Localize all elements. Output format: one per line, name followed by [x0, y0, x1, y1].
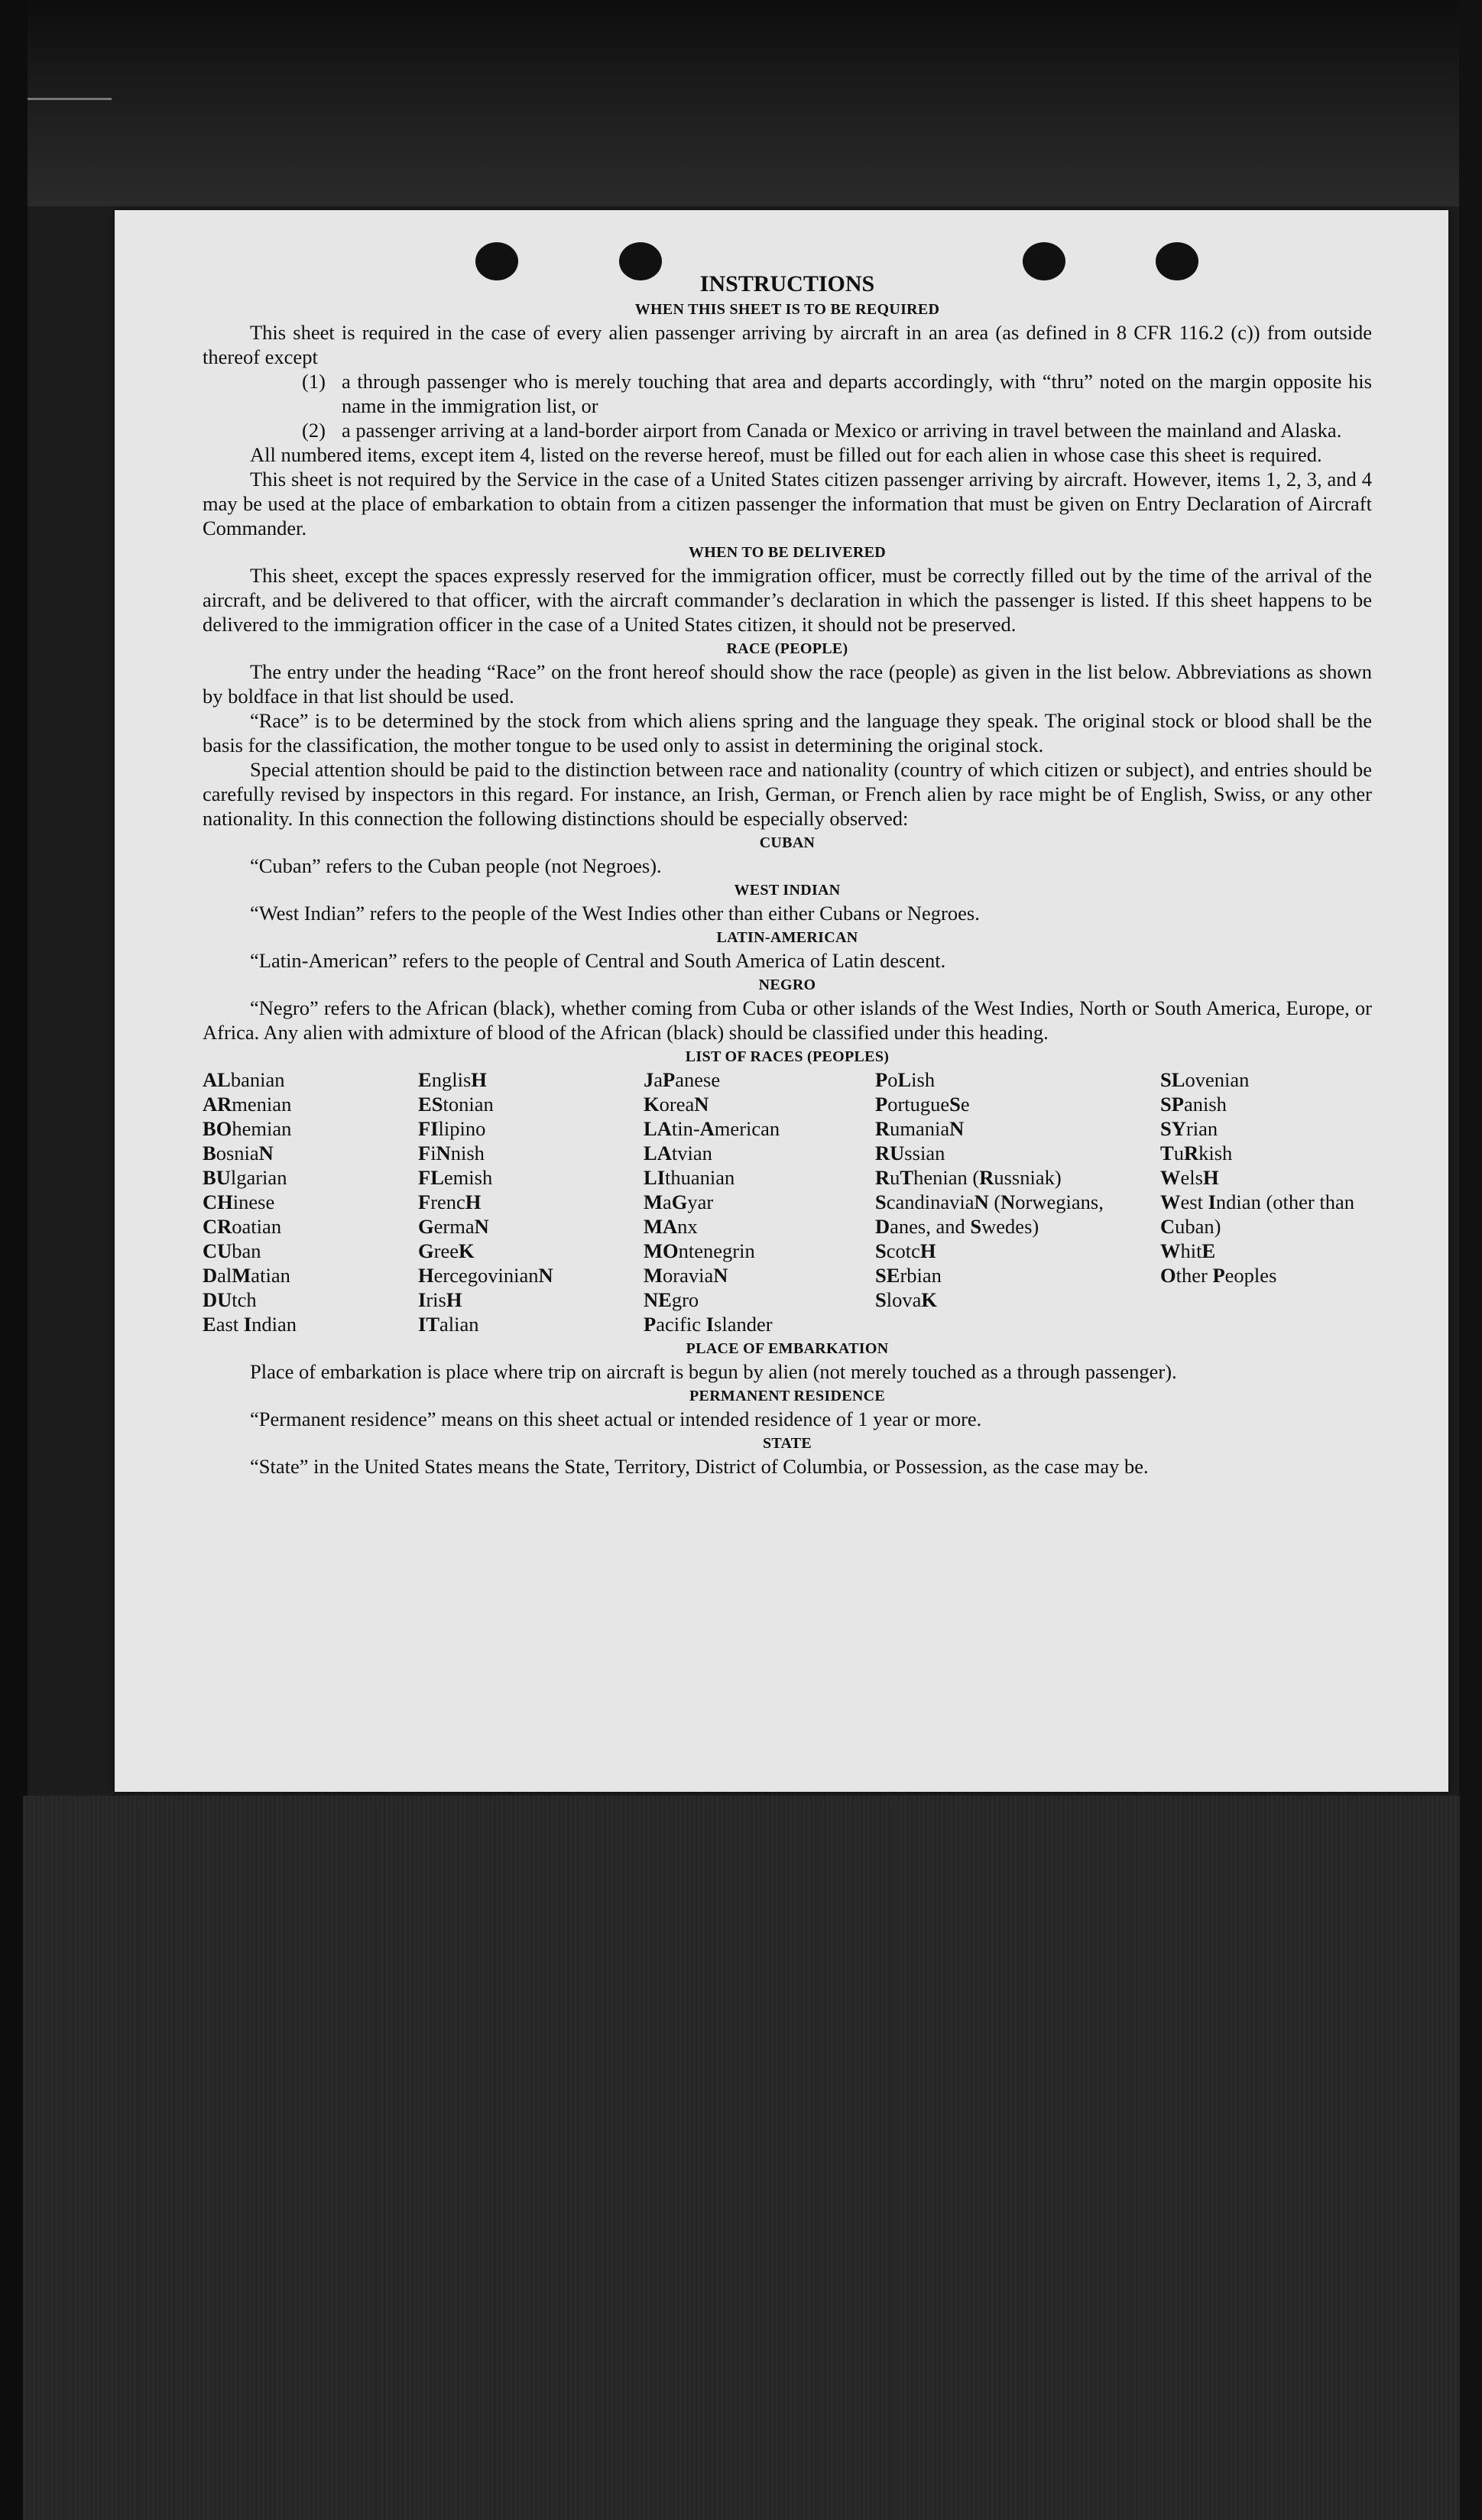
race-entry: RUssian — [875, 1142, 945, 1164]
race-entry: SPanish — [1160, 1093, 1227, 1116]
race-entry: EStonian — [418, 1093, 494, 1116]
race-entry: ScotcH — [875, 1239, 936, 1262]
race-entry: IrisH — [418, 1288, 462, 1311]
race-entry: SErbian — [875, 1264, 942, 1287]
races-column — [1160, 1067, 1372, 1336]
when-required-intro: This sheet is required in the case of every alien passenger arriving by aircraft in an area (as defined in 8 CFR 116.2 (c)) from outside thereof except — [203, 321, 1372, 368]
race-entry: FiNnish — [418, 1142, 485, 1164]
race-entry: JaPanese — [644, 1068, 721, 1091]
race-entry: PoLish — [875, 1068, 936, 1091]
race-entry: HercegovinianN — [418, 1264, 553, 1287]
embarkation-text: Place of embarkation is place where trip on aircraft is begun by alien (not merely touched as a through passenger). — [250, 1360, 1177, 1383]
race-entry: West Indian (other than Cuban) — [1160, 1190, 1354, 1238]
race-entry: NEgro — [644, 1288, 699, 1311]
race-entry: Pacific Islander — [644, 1313, 773, 1336]
definition-text: “Negro” refers to the African (black), whether coming from Cuba or other islands of the West Indies, North or South America, Europe, or Africa. Any alien with admixture of blood of the African (black) should be classified under this heading. — [203, 996, 1372, 1044]
race-entry: TuRkish — [1160, 1142, 1233, 1164]
races-list — [203, 1067, 1372, 1336]
race-entry: LAtin-American — [644, 1117, 780, 1140]
race-entry: GermaN — [418, 1215, 489, 1238]
race-entry: ARmenian — [203, 1093, 292, 1116]
exception-number: (2) — [302, 419, 326, 442]
film-border-right — [1459, 0, 1482, 2520]
race-entry: MOntenegrin — [644, 1239, 755, 1262]
document-sheet — [115, 210, 1448, 1792]
race-entry: DalMatian — [203, 1264, 290, 1287]
race-entry: Other Peoples — [1160, 1264, 1277, 1287]
races-column — [203, 1067, 418, 1336]
race-entry: MaGyar — [644, 1190, 714, 1213]
race-entry: BOhemian — [203, 1117, 292, 1140]
races-column — [418, 1067, 644, 1336]
exception-item — [302, 369, 1372, 418]
race-entry: GreeK — [418, 1239, 475, 1262]
citizen-note: This sheet is not required by the Service in the case of a United States citizen passenger arriving by aircraft. However, items 1, 2, 3, and 4 may be used at the place of embarkation to obtain from a citizen passenger the information that must be given on Entry Declaration of Aircraft Commander. — [203, 468, 1372, 539]
race-paragraph: Special attention should be paid to the distinction between race and nationality (country of which citizen or subject), and entries should be carefully revised by inspectors in this regard. For instance, an Irish, German, or French alien by race might be of English, Swiss, or any other nationality. In this connection the following distinctions should be especially observed: — [203, 758, 1372, 830]
race-entry: ITalian — [418, 1313, 479, 1336]
exception-item — [302, 418, 1372, 442]
section-heading-when-delivered: WHEN TO BE DELIVERED — [688, 544, 887, 561]
definition-heading: NEGRO — [758, 977, 816, 993]
race-entry: SlovaK — [875, 1288, 938, 1311]
race-entry: SYrian — [1160, 1117, 1218, 1140]
race-entry: EnglisH — [418, 1068, 487, 1091]
definition-heading: CUBAN — [759, 834, 816, 851]
race-entry: MoraviaN — [644, 1264, 728, 1287]
race-entry: PortugueSe — [875, 1093, 970, 1116]
race-entry: FIlipino — [418, 1117, 486, 1140]
race-entry: ALbanian — [203, 1068, 285, 1091]
page-title: INSTRUCTIONS — [699, 271, 875, 296]
section-heading-race: RACE (PEOPLE) — [726, 640, 848, 657]
race-entry: DUtch — [203, 1288, 257, 1311]
film-border-top — [0, 0, 1482, 206]
race-entry: LIthuanian — [644, 1166, 735, 1189]
film-border-bottom — [23, 1796, 1460, 2520]
film-mark — [28, 98, 112, 100]
race-entry: BUlgarian — [203, 1166, 287, 1189]
definition-text: “Cuban” refers to the Cuban people (not Negroes). — [250, 854, 662, 877]
race-entry: LAtvian — [644, 1142, 712, 1164]
race-entry: RumaniaN — [875, 1117, 965, 1140]
race-entry: RuThenian (Russniak) — [875, 1166, 1062, 1189]
when-delivered-text: This sheet, except the spaces expressly reserved for the immigration officer, must be correctly filled out by the time of the arrival of the aircraft, and be delivered to that officer, with the aircraft commander’s declaration in which the passenger is listed. If this sheet happens to be delivered to the immigration officer in the case of a United States citizen, it should not be preserved. — [203, 564, 1372, 636]
race-entry: FrencH — [418, 1190, 482, 1213]
race-entry: CUban — [203, 1239, 261, 1262]
definition-text: “Latin-American” refers to the people of Central and South America of Latin descent. — [250, 949, 946, 972]
race-entry: East Indian — [203, 1313, 297, 1336]
exception-number: (1) — [302, 370, 326, 393]
exception-text: a passenger arriving at a land-border airport from Canada or Mexico or arriving in travel between the mainland and Alaska. — [342, 419, 1342, 442]
permanent-residence-text: “Permanent residence” means on this sheet actual or intended residence of 1 year or more. — [250, 1407, 982, 1430]
numbered-items-note: All numbered items, except item 4, listed on the reverse hereof, must be filled out for each alien in whose case this sheet is required. — [250, 443, 1322, 466]
exception-text: a through passenger who is merely touching that area and departs accordingly, with “thru” noted on the margin opposite his name in the immigration list, or — [342, 370, 1372, 417]
race-entry: CRoatian — [203, 1215, 282, 1238]
race-entry: WelsH — [1160, 1166, 1219, 1189]
section-heading-state: STATE — [762, 1435, 812, 1452]
section-heading-when-required: WHEN THIS SHEET IS TO BE REQUIRED — [634, 301, 940, 318]
race-entry: CHinese — [203, 1190, 275, 1213]
race-entry: WhitE — [1160, 1239, 1216, 1262]
section-heading-races-list: LIST OF RACES (PEOPLES) — [685, 1048, 890, 1065]
definition-text: “West Indian” refers to the people of the West Indies other than either Cubans or Negroes. — [250, 902, 980, 925]
race-entry: MAnx — [644, 1215, 698, 1238]
races-column — [875, 1067, 1160, 1336]
race-entry: KoreaN — [644, 1093, 709, 1116]
race-entry: FLemish — [418, 1166, 493, 1189]
state-text: “State” in the United States means the State, Territory, District of Columbia, or Possession, as the case may be. — [250, 1455, 1149, 1478]
race-paragraph: “Race” is to be determined by the stock from which aliens spring and the language they speak. The original stock or blood shall be the basis for the classification, the mother tongue to be used only to assist in determining the original stock. — [203, 709, 1372, 756]
instructions-content — [203, 271, 1372, 1479]
definition-heading: LATIN-AMERICAN — [716, 929, 858, 946]
race-entry: ScandinaviaN (Norwegians, Danes, and Swedes) — [875, 1190, 1104, 1238]
section-heading-permanent-residence: PERMANENT RESIDENCE — [689, 1388, 885, 1404]
race-entry: SLovenian — [1160, 1068, 1250, 1091]
races-column — [644, 1067, 875, 1336]
definition-heading: WEST INDIAN — [734, 882, 841, 899]
race-paragraph: The entry under the heading “Race” on the front hereof should show the race (people) as given in the list below. Abbreviations as shown by boldface in that list should be used. — [203, 660, 1372, 708]
race-entry: BosniaN — [203, 1142, 274, 1164]
section-heading-embarkation: PLACE OF EMBARKATION — [686, 1340, 889, 1357]
